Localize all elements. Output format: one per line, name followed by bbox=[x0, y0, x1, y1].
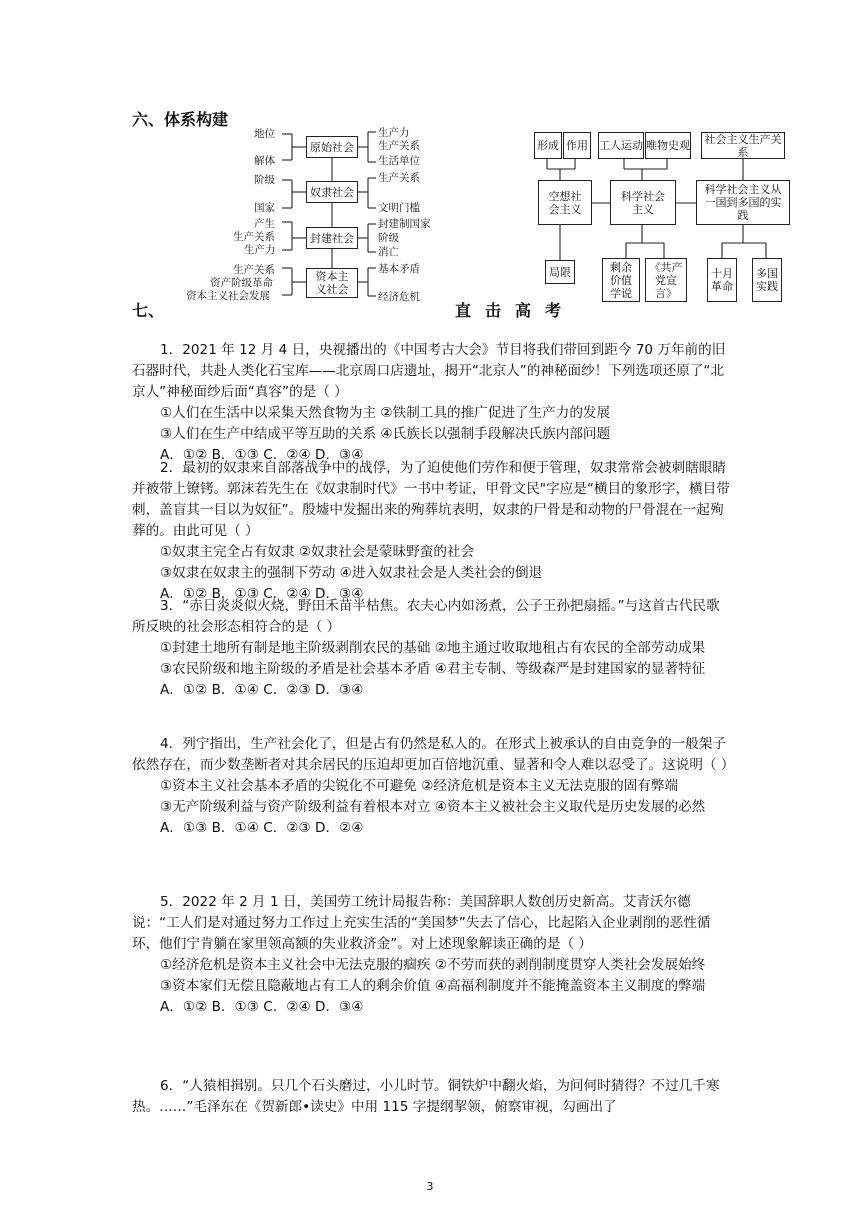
question-6 bbox=[132, 1076, 732, 1118]
question-2 bbox=[132, 458, 732, 605]
box-communist-manifesto: 《共产党宣言》 bbox=[645, 258, 687, 302]
question-4 bbox=[132, 734, 735, 839]
box-slave-society: 奴隶社会 bbox=[306, 181, 358, 203]
label-right: 生活单位 bbox=[378, 155, 420, 167]
box-feudal-society: 封建社会 bbox=[306, 227, 358, 249]
label-left: 产生 bbox=[254, 218, 275, 230]
label-right: 生产关系 bbox=[378, 172, 420, 184]
label-left: 生产关系 bbox=[233, 264, 275, 276]
question-option: ③奴隶在奴隶主的强制下劳动 ④进入奴隶社会是人类社会的倒退 bbox=[160, 565, 543, 581]
question-option: ①资本主义社会基本矛盾的尖锐化不可避免 ②经济危机是资本主义无法克服的固有弊端 bbox=[160, 778, 679, 794]
label-left: 生产关系 bbox=[233, 231, 275, 243]
box-limitations: 局限 bbox=[545, 260, 575, 284]
box-scientific-socialism: 科学社会主义 bbox=[610, 180, 676, 225]
question-option: ①封建土地所有制是地主阶级剥削农民的基础 ②地主通过收取地租占有农民的全部劳动成果 bbox=[160, 640, 706, 656]
question-option: ①人们在生活中以采集天然食物为主 ②铁制工具的推广促进了生产力的发展 bbox=[160, 405, 611, 421]
label-left: 地位 bbox=[254, 128, 275, 140]
question-stem: 5．2022 年 2 月 1 日，美国劳工统计局报告称：美国辞职人数创历史新高。艾青沃尔德说：“工人们是对通过努力工作过上充实生活的“美国梦”失去了信心，比起陷入企业剥削的恶性循环，他们宁肯躺在家里领高额的失业救济金”。对上述现象解读正确的是（ ） bbox=[132, 894, 711, 952]
label-left: 资产阶级革命 bbox=[210, 277, 273, 289]
box-utopian-socialism: 空想社会主义 bbox=[538, 180, 592, 225]
box-surplus-value: 剩余价值学说 bbox=[602, 258, 640, 302]
question-choices: A．①② B．①④ C．②③ D．③④ bbox=[160, 682, 364, 698]
label-left: 生产力 bbox=[244, 244, 276, 256]
box-socialist-production-relations: 社会主义生产关系 bbox=[701, 132, 785, 159]
question-5 bbox=[132, 892, 732, 1018]
question-3 bbox=[132, 596, 732, 701]
box-october-revolution: 十月革命 bbox=[707, 258, 737, 302]
label-right: 阶级 bbox=[378, 232, 399, 244]
box-primitive-society: 原始社会 bbox=[306, 136, 358, 158]
question-option: ①奴隶主完全占有奴隶 ②奴隶社会是蒙昧野蛮的社会 bbox=[160, 544, 475, 560]
section-heading-system: 六、体系构建 bbox=[132, 110, 229, 129]
question-choices: A．①③ B．①④ C．②③ D．②④ bbox=[160, 820, 364, 836]
label-right: 封建制国家 bbox=[378, 218, 431, 230]
label-right: 消亡 bbox=[378, 246, 399, 258]
question-option: ①经济危机是资本主义社会中无法克服的痼疾 ②不劳而获的剥削制度贯穿人类社会发展始终 bbox=[160, 957, 706, 973]
box-workers-movement: 工人运动 bbox=[598, 132, 644, 159]
box-role: 作用 bbox=[563, 132, 591, 159]
label-right: 生产关系 bbox=[378, 140, 420, 152]
label-right: 生产力 bbox=[378, 127, 410, 139]
box-formation: 形成 bbox=[534, 132, 562, 159]
section-heading-exam-b: 直击高考 bbox=[455, 301, 576, 320]
question-option: ③资本家们无偿且隐蔽地占有工人的剩余价值 ④高福利制度并不能掩盖资本主义制度的弊端 bbox=[160, 978, 706, 994]
box-capitalist-society: 资本主义社会 bbox=[306, 268, 358, 298]
label-right: 经济危机 bbox=[378, 291, 420, 303]
question-stem: 4．列宁指出，生产社会化了，但是占有仍然是私人的。在形式上被承认的自由竞争的一般架子依然存在，而少数垄断者对其余居民的压迫却更加百倍地沉重、显著和令人难以忍受了。这说明（ ） bbox=[132, 736, 735, 773]
page-number: 3 bbox=[426, 1180, 434, 1193]
label-left: 资本主义社会发展 bbox=[186, 290, 270, 302]
label-right: 基本矛盾 bbox=[378, 263, 420, 275]
question-option: ③无产阶级利益与资产阶级利益有着根本对立 ④资本主义被社会主义取代是历史发展的必然 bbox=[160, 799, 706, 815]
question-stem: 1．2021 年 12 月 4 日，央视播出的《中国考古大会》节目将我们带回到距今 70 万年前的旧石器时代，共赴人类化石宝库——北京周口店遗址，揭开“北京人”的神秘面纱！下列选项还原了“北京人”神秘面纱后面“真容”的是（ ） bbox=[132, 342, 726, 400]
question-choices: A．①② B．①③ C．②④ D．③④ bbox=[160, 999, 364, 1015]
question-stem: 3．“赤日炎炎似火烧，野田禾苗半枯焦。农夫心内如汤煮，公子王孙把扇摇。”与这首古代民歌所反映的社会形态相符合的是（ ） bbox=[132, 598, 720, 635]
question-choices: A．①② B．①③ C．②④ D．③④ bbox=[160, 447, 364, 463]
box-multi-country-practice: 多国实践 bbox=[752, 258, 782, 302]
question-1 bbox=[132, 340, 732, 466]
label-left: 国家 bbox=[254, 202, 275, 214]
question-option: ③人们在生产中结成平等互助的关系 ④氏族长以强制手段解决氏族内部问题 bbox=[160, 426, 611, 442]
question-option: ③农民阶级和地主阶级的矛盾是社会基本矛盾 ④君主专制、等级森严是封建国家的显著特征 bbox=[160, 661, 706, 677]
box-historical-materialism: 唯物史观 bbox=[645, 132, 691, 159]
question-choices: A．①② B．①③ C．②④ D．③④ bbox=[160, 586, 364, 602]
section-heading-exam-a: 七、 bbox=[132, 301, 165, 320]
label-left: 解体 bbox=[254, 155, 275, 167]
box-socialism-practice: 科学社会主义从一国到多国的实践 bbox=[696, 180, 790, 225]
question-stem: 2．最初的奴隶来自部落战争中的战俘，为了迫使他们劳作和便于管理，奴隶常常会被刺瞎眼睛并被带上镣铐。郭沫若先生在《奴隶制时代》一书中考证，甲骨文民"字应是“横目的象形字，横目带刺，盖盲其一目以为奴征”。殷墟中发掘出来的殉葬坑表明，奴隶的尸骨是和动物的尸骨混在一起殉葬的。由此可见（ ） bbox=[132, 460, 730, 539]
label-left: 阶级 bbox=[254, 174, 275, 186]
label-right: 文明门槛 bbox=[378, 202, 420, 214]
question-stem: 6．“人猿相揖别。只几个石头磨过，小儿时节。铜铁炉中翻火焰，为问何时猜得？不过几千寒热。……”毛泽东在《贺新郎•读史》中用 115 字提纲挈领，俯察审视，勾画出了 bbox=[132, 1078, 720, 1115]
